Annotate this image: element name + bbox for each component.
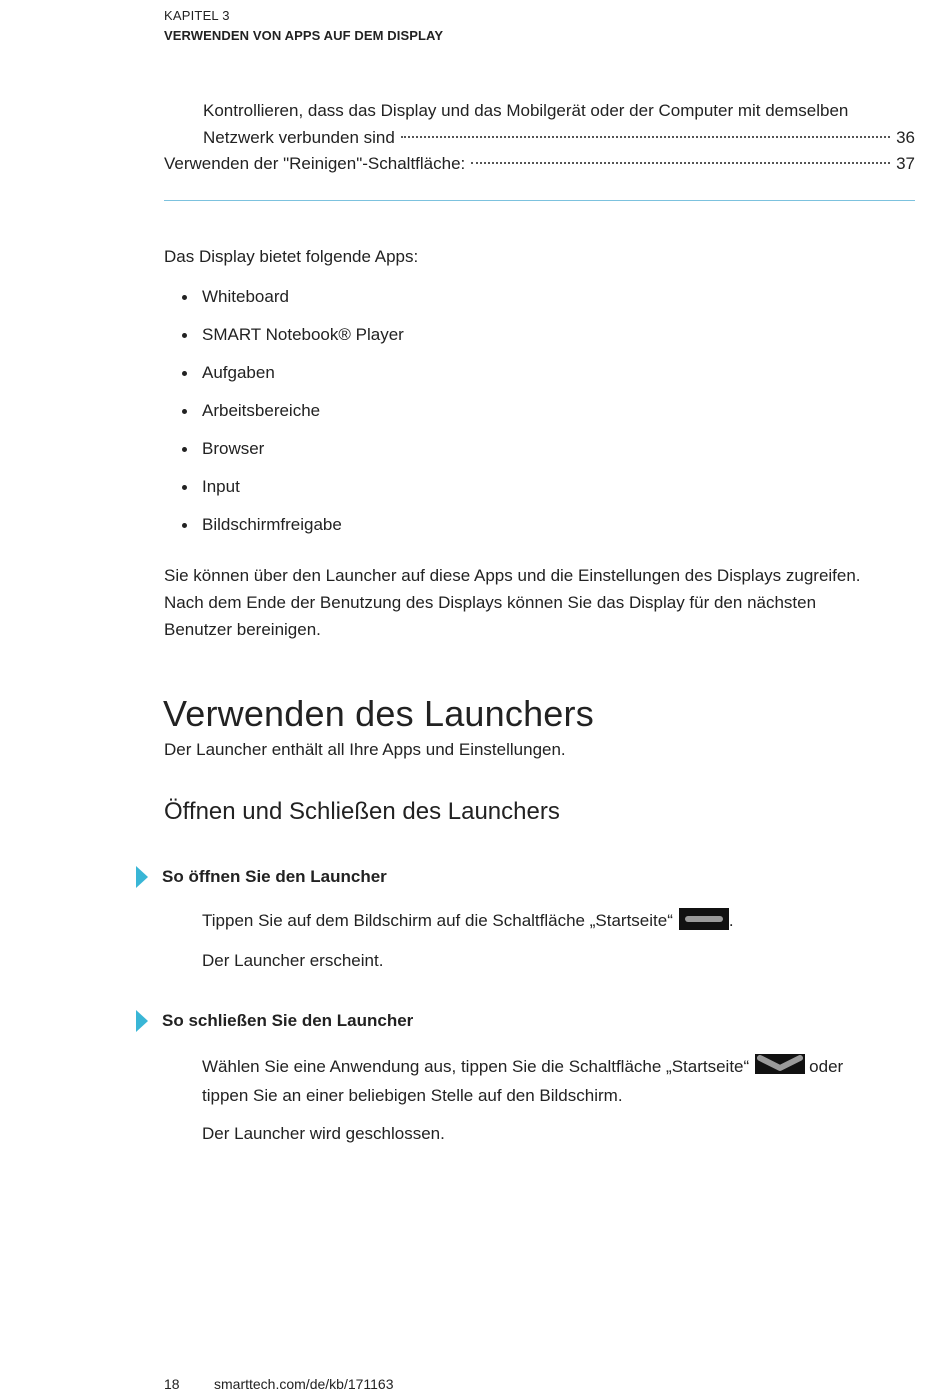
footer-link[interactable]: smarttech.com/de/kb/171163 <box>214 1376 394 1392</box>
subsection-heading: Öffnen und Schließen des Launchers <box>164 798 560 825</box>
toc-entry-1-page[interactable]: 36 <box>896 128 915 147</box>
bullet-icon <box>182 295 187 300</box>
app-name: Bildschirmfreigabe <box>202 515 342 534</box>
procedure-step-line-2: tippen Sie an einer beliebigen Stelle auf den Bildschirm. <box>202 1086 623 1105</box>
list-item <box>164 321 404 359</box>
procedure-step <box>202 906 734 935</box>
toc-entry-2-text[interactable]: Verwenden der "Reinigen"-Schaltfläche: <box>164 154 466 173</box>
bullet-icon <box>182 447 187 452</box>
app-name: Input <box>202 477 240 496</box>
bullet-icon <box>182 523 187 528</box>
procedure-step <box>202 1052 843 1081</box>
step-end: . <box>728 911 734 930</box>
toc-entry-1-line-2[interactable]: Netzwerk verbunden sind <box>203 128 395 147</box>
procedure-title: So schließen Sie den Launcher <box>162 1011 414 1030</box>
bullet-icon <box>182 333 187 338</box>
app-name: Whiteboard <box>202 287 289 306</box>
toc-entry-1-line-1[interactable]: Kontrollieren, dass das Display und das Mobilgerät oder der Computer mit demselben <box>203 101 849 120</box>
chapter-label: KAPITEL 3 <box>164 8 230 23</box>
step-text: Wählen Sie eine Anwendung aus, tippen Sie die Schaltfläche „Startseite“ <box>202 1057 750 1076</box>
bullet-icon <box>182 371 187 376</box>
list-item <box>164 359 404 397</box>
divider <box>164 200 915 201</box>
app-name: SMART Notebook® Player <box>202 325 404 344</box>
bullet-icon <box>182 409 187 414</box>
procedure-open <box>136 866 387 888</box>
list-item <box>164 473 404 511</box>
home-button-icon <box>679 908 729 930</box>
section-heading: Verwenden des Launchers <box>163 693 594 734</box>
toc-leader-dots <box>471 162 890 164</box>
toc-leader-dots <box>401 136 890 138</box>
chapter-title: VERWENDEN VON APPS AUF DEM DISPLAY <box>164 28 444 43</box>
chevron-down-icon <box>755 1054 805 1074</box>
procedure-arrow-icon <box>136 1010 148 1032</box>
bullet-icon <box>182 485 187 490</box>
app-name: Aufgaben <box>202 363 275 382</box>
intro-text: Das Display bietet folgende Apps: <box>164 247 419 266</box>
list-item <box>164 435 404 473</box>
page-number: 18 <box>164 1376 180 1392</box>
section-subtitle: Der Launcher enthält all Ihre Apps und Einstellungen. <box>164 740 566 759</box>
toc-entry-2-page[interactable]: 37 <box>896 154 915 173</box>
description-line-1: Sie können über den Launcher auf diese Apps und die Einstellungen des Displays zugreifen. <box>164 566 861 585</box>
procedure-title: So öffnen Sie den Launcher <box>162 867 387 886</box>
description-line-3: Benutzer bereinigen. <box>164 620 321 639</box>
app-name: Arbeitsbereiche <box>202 401 321 420</box>
app-list <box>164 283 404 549</box>
procedure-result: Der Launcher wird geschlossen. <box>202 1124 445 1143</box>
description-line-2: Nach dem Ende der Benutzung des Displays können Sie das Display für den nächsten <box>164 593 817 612</box>
list-item <box>164 397 404 435</box>
procedure-close <box>136 1010 413 1032</box>
procedure-result: Der Launcher erscheint. <box>202 951 384 970</box>
app-name: Browser <box>202 439 265 458</box>
list-item <box>164 511 404 549</box>
toc-entry-1[interactable] <box>203 127 915 149</box>
list-item <box>164 283 404 321</box>
step-text: Tippen Sie auf dem Bildschirm auf die Schaltfläche „Startseite“ <box>202 911 673 930</box>
step-text-or: oder <box>809 1057 844 1076</box>
toc-entry-2[interactable] <box>164 153 915 175</box>
procedure-arrow-icon <box>136 866 148 888</box>
